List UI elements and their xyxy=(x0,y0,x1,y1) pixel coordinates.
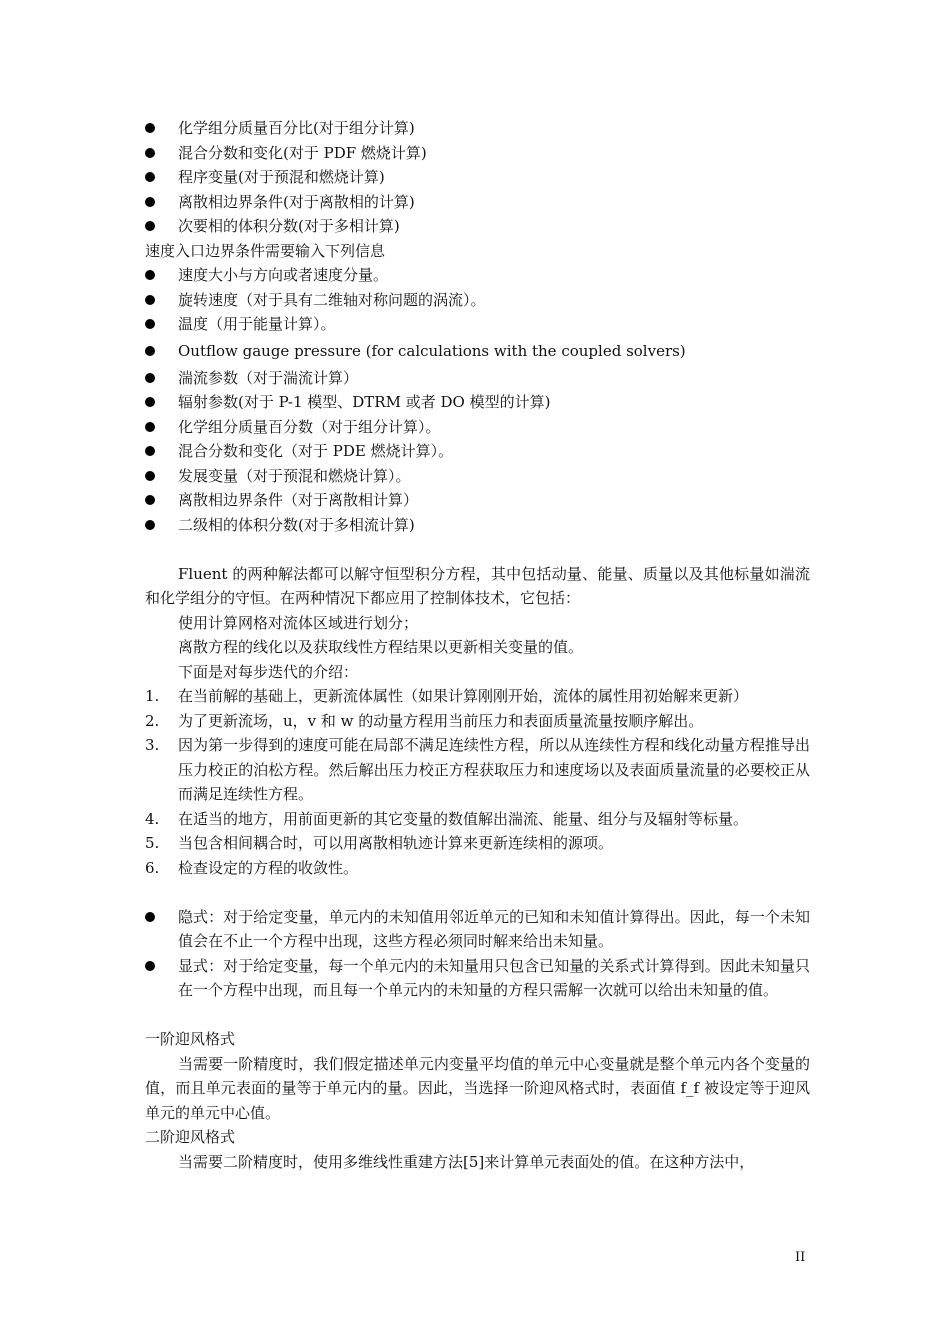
list-item: 隐式：对于给定变量，单元内的未知值用邻近单元的已知和未知值计算得出。因此，每一个未知值会在不止一个方程中出现，这些方程必须同时解来给出未知量。 xyxy=(145,905,810,954)
list-item: 发展变量（对于预混和燃烧计算）。 xyxy=(145,464,810,489)
bullet-icon xyxy=(145,495,155,505)
velocity-inlet-intro: 速度入口边界条件需要输入下列信息 xyxy=(145,241,386,260)
bullet-icon xyxy=(145,221,155,231)
bullet-icon xyxy=(145,319,155,329)
list-item: 3. 因为第一步得到的速度可能在局部不满足连续性方程，所以从连续性方程和线化动量方程推导出压力校正的泊松方程。然后解出压力校正方程获取压力和速度场以及表面质量流量的必要校正从而满足连续性方程。 xyxy=(145,736,810,803)
first-order-heading: 一阶迎风格式 xyxy=(145,1030,236,1048)
list-item: 辐射参数(对于 P-1 模型、DTRM 或者 DO 模型的计算) xyxy=(145,390,810,415)
first-order-paragraph: 当需要一阶精度时，我们假定描述单元内变量平均值的单元中心变量就是整个单元内各个变量的值，而且单元表面的量等于单元内的量。因此，当选择一阶迎风格式时，表面值 f_f 被设定等于迎风单元的单元中心值。 xyxy=(145,1054,810,1122)
fluent-solver-paragraph: Fluent 的两种解法都可以解守恒型积分方程，其中包括动量、能量、质量以及其他标量如湍流和化学组分的守恒。在两种情况下都应用了控制体技术，它包括： xyxy=(145,564,810,607)
second-order-heading: 二阶迎风格式 xyxy=(145,1128,236,1146)
spacer xyxy=(145,537,810,562)
list-item: 次要相的体积分数(对于多相计算) xyxy=(145,214,810,239)
list-item: 温度（用于能量计算）。 xyxy=(145,312,810,337)
bullet-icon xyxy=(145,471,155,481)
list-item: 混合分数和变化(对于 PDF 燃烧计算) xyxy=(145,141,810,166)
bullet-icon xyxy=(145,422,155,432)
list-item: Outflow gauge pressure (for calculations with the coupled solvers) xyxy=(145,337,810,366)
bullet-icon xyxy=(145,397,155,407)
list-item: 速度大小与方向或者速度分量。 xyxy=(145,263,810,288)
iteration-steps-list xyxy=(145,684,810,880)
bullet-icon xyxy=(145,148,155,158)
implicit-explicit-bullet-list xyxy=(145,905,810,1003)
bullet-icon xyxy=(145,270,155,280)
bullet-icon xyxy=(145,520,155,530)
species-bullet-list xyxy=(145,116,810,239)
iteration-intro: 下面是对每步迭代的介绍： xyxy=(178,662,359,681)
bullet-icon xyxy=(145,123,155,133)
spacer xyxy=(145,880,810,905)
bullet-icon xyxy=(145,172,155,182)
control-volume-item: 使用计算网格对流体区域进行划分； xyxy=(178,613,419,632)
page-content xyxy=(145,116,810,1174)
list-item: 化学组分质量百分比(对于组分计算) xyxy=(145,116,810,141)
bullet-icon xyxy=(145,961,155,971)
list-item: 5. 当包含相间耦合时，可以用离散相轨迹计算来更新连续相的源项。 xyxy=(145,834,614,852)
list-item: 湍流参数（对于湍流计算） xyxy=(145,366,810,391)
bullet-icon xyxy=(145,295,155,305)
list-item: 旋转速度（对于具有二维轴对称问题的涡流）。 xyxy=(145,288,810,313)
page-number: II xyxy=(795,1250,806,1265)
bullet-icon xyxy=(145,346,155,356)
bullet-icon xyxy=(145,912,155,922)
list-item: 离散相边界条件（对于离散相计算） xyxy=(145,488,810,513)
velocity-inlet-bullet-list xyxy=(145,263,810,537)
list-item: 离散相边界条件(对于离散相的计算) xyxy=(145,190,810,215)
bullet-icon xyxy=(145,197,155,207)
list-item: 4. 在适当的地方，用前面更新的其它变量的数值解出湍流、能量、组分与及辐射等标量。 xyxy=(145,809,749,828)
list-item: 1. 在当前解的基础上，更新流体属性（如果计算刚刚开始，流体的属性用初始解来更新） xyxy=(145,687,749,705)
list-item: 化学组分质量百分数（对于组分计算）。 xyxy=(145,415,810,440)
list-item: 混合分数和变化（对于 PDE 燃烧计算）。 xyxy=(145,439,810,464)
list-item: 显式：对于给定变量，每一个单元内的未知量用只包含已知量的关系式计算得到。因此未知量只在一个方程中出现，而且每一个单元内的未知量的方程只需解一次就可以给出未知量的值。 xyxy=(145,954,810,1003)
list-item: 程序变量(对于预混和燃烧计算) xyxy=(145,165,810,190)
list-item: 6. 检查设定的方程的收敛性。 xyxy=(145,858,359,877)
spacer xyxy=(145,1003,810,1028)
control-volume-item: 离散方程的线化以及获取线性方程结果以更新相关变量的值。 xyxy=(178,638,584,656)
list-item: 二级相的体积分数(对于多相流计算) xyxy=(145,513,810,538)
second-order-paragraph: 当需要二阶精度时，使用多维线性重建方法[5]来计算单元表面处的值。在这种方法中， xyxy=(178,1152,755,1171)
list-item: 2. 为了更新流场，u，v 和 w 的动量方程用当前压力和表面质量流量按顺序解出。 xyxy=(145,711,704,730)
bullet-icon xyxy=(145,373,155,383)
bullet-icon xyxy=(145,446,155,456)
